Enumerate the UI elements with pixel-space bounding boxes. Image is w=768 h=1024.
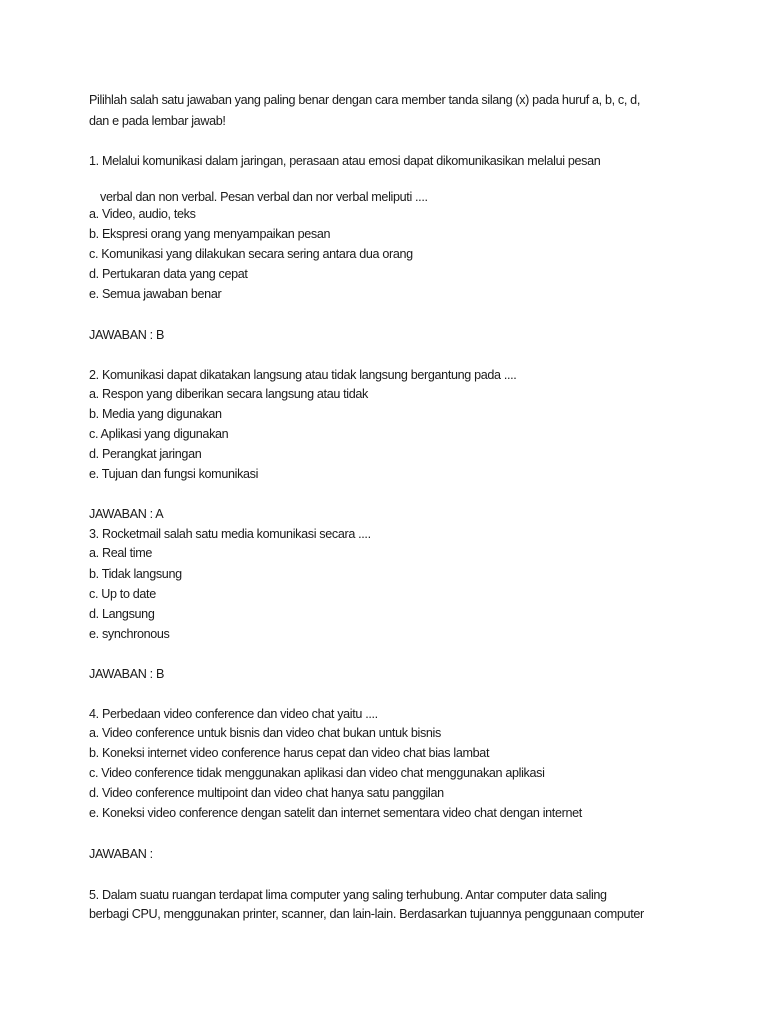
question-5-text: 5. Dalam suatu ruangan terdapat lima computer yang saling terhubung. Antar computer data saling xyxy=(89,888,607,902)
option: c. Up to date xyxy=(89,587,156,601)
question-2-text: 2. Komunikasi dapat dikatakan langsung atau tidak langsung bergantung pada .... xyxy=(89,368,517,382)
option: c. Aplikasi yang digunakan xyxy=(89,427,229,441)
question-1-text: verbal dan non verbal. Pesan verbal dan nor verbal meliputi .... xyxy=(100,190,428,204)
option: c. Video conference tidak menggunakan aplikasi dan video chat menggunakan aplikasi xyxy=(89,766,545,780)
question-5-text: berbagi CPU, menggunakan printer, scanner, dan lain-lain. Berdasarkan tujuannya penggunaan computer xyxy=(89,907,644,921)
option: d. Video conference multipoint dan video chat hanya satu panggilan xyxy=(89,786,444,800)
question-3-text: 3. Rocketmail salah satu media komunikasi secara .... xyxy=(89,527,371,541)
option: d. Pertukaran data yang cepat xyxy=(89,267,248,281)
option: a. Video, audio, teks xyxy=(89,207,196,221)
option: d. Langsung xyxy=(89,607,155,621)
answer: JAWABAN : B xyxy=(89,328,164,342)
option: b. Tidak langsung xyxy=(89,567,182,581)
answer: JAWABAN : A xyxy=(89,507,164,521)
question-4-text: 4. Perbedaan video conference dan video chat yaitu .... xyxy=(89,707,378,721)
option: c. Komunikasi yang dilakukan secara sering antara dua orang xyxy=(89,247,413,261)
option: b. Ekspresi orang yang menyampaikan pesan xyxy=(89,227,331,241)
option: a. Video conference untuk bisnis dan video chat bukan untuk bisnis xyxy=(89,726,441,740)
option: d. Perangkat jaringan xyxy=(89,447,202,461)
answer: JAWABAN : xyxy=(89,847,153,861)
question-1-text: 1. Melalui komunikasi dalam jaringan, perasaan atau emosi dapat dikomunikasikan melalui pesan xyxy=(89,154,601,168)
option: b. Media yang digunakan xyxy=(89,407,222,421)
option: a. Real time xyxy=(89,546,152,560)
option: e. Koneksi video conference dengan satelit dan internet sementara video chat dengan internet xyxy=(89,806,582,820)
option: e. synchronous xyxy=(89,627,170,641)
option: e. Tujuan dan fungsi komunikasi xyxy=(89,467,259,481)
option: e. Semua jawaban benar xyxy=(89,287,222,301)
option: a. Respon yang diberikan secara langsung atau tidak xyxy=(89,387,369,401)
answer: JAWABAN : B xyxy=(89,667,164,681)
instructions-line: Pilihlah salah satu jawaban yang paling benar dengan cara member tanda silang (x) pada huruf a, b, c, d, xyxy=(89,93,640,107)
option: b. Koneksi internet video conference harus cepat dan video chat bias lambat xyxy=(89,746,490,760)
instructions-line: dan e pada lembar jawab! xyxy=(89,114,226,128)
